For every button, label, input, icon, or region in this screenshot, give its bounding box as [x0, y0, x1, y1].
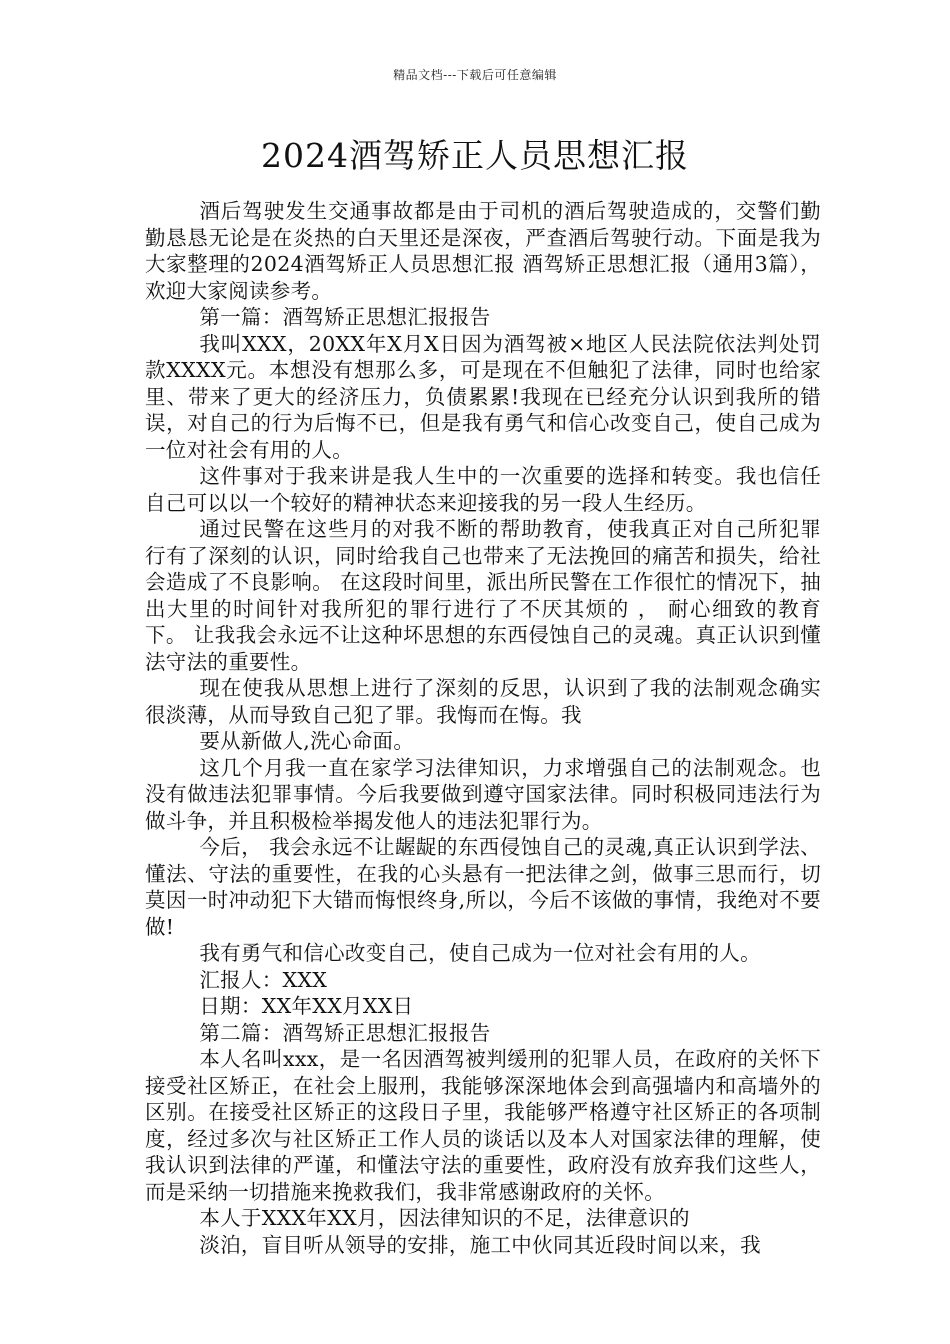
section-heading-1: 第一篇：酒驾矫正思想汇报报告	[199, 305, 491, 329]
paragraph: 现在使我从思想上进行了深刻的反思，认识到了我的法制观念确实很淡薄，从而导致自己犯了罪。我悔而在悔。我	[145, 676, 821, 727]
paragraph-intro: 酒后驾驶发生交通事故都是由于司机的酒后驾驶造成的，交警们勤勤恳恳无论是在炎热的白天里还是深夜，严查酒后驾驶行动。下面是我为大家整理的2024酒驾矫正人员思想汇报 酒驾矫正思想汇报（通用3篇），欢迎大家阅读参考。	[145, 199, 821, 303]
document-title: 2024酒驾矫正人员思想汇报	[261, 136, 689, 175]
paragraph: 这件事对于我来讲是我人生中的一次重要的选择和转变。我也信任自己可以以一个较好的精神状态来迎接我的另一段人生经历。	[145, 464, 821, 515]
paragraph: 本人名叫xxx，是一名因酒驾被判缓刑的犯罪人员，在政府的关怀下接受社区矫正，在社会上服刑，我能够深深地体会到高强墙内和高墙外的区别。在接受社区矫正的这段日子里，我能够严格遵守社区矫正的各项制度，经过多次与社区矫正工作人员的谈话以及本人对国家法律的理解，使我认识到法律的严谨，和懂法守法的重要性，政府没有放弃我们这些人，而是采纳一切措施来挽救我们，我非常感谢政府的关怀。	[145, 1047, 821, 1204]
paragraph: 淡泊，盲目听从领导的安排，施工中伙同其近段时间以来，我	[199, 1232, 761, 1257]
section-heading-2: 第二篇：酒驾矫正思想汇报报告	[199, 1020, 491, 1045]
paragraph: 我叫XXX，20XX年X月X日因为酒驾被×地区人民法院依法判处罚款XXXX元。本想没有想那么多，可是现在不但触犯了法律，同时也给家里、带来了更大的经济压力，负债累累!我现在已经充分认识到我所的错误，对自己的行为后悔不已，但是我有勇气和信心改变自己，使自己成为一位对社会有用的人。	[145, 331, 821, 462]
reporter-line: 汇报人：XXX	[199, 967, 328, 992]
document-body	[145, 198, 821, 1258]
header-note: 精品文档---下载后可任意编辑	[393, 68, 557, 82]
paragraph: 这几个月我一直在家学习法律知识，力求增强自己的法制观念。也没有做违法犯罪事情。今后我要做到遵守国家法律。同时积极同违法行为做斗争，并且积极检举揭发他人的违法犯罪行为。	[145, 755, 821, 833]
paragraph: 今后， 我会永远不让龌龊的东西侵蚀自己的灵魂,真正认识到学法、懂法、守法的重要性，在我的心头悬有一把法律之剑，做事三思而行，切莫因一时冲动犯下大错而悔恨终身,所以，今后不该做的事情，我绝对不要做!	[145, 835, 821, 939]
paragraph: 要从新做人,洗心命面。	[199, 729, 415, 753]
paragraph: 我有勇气和信心改变自己，使自己成为一位对社会有用的人。	[199, 941, 761, 965]
date-line: 日期：XX年XX月XX日	[199, 994, 414, 1018]
paragraph: 本人于XXX年XX月，因法律知识的不足，法律意识的	[199, 1206, 690, 1230]
paragraph: 通过民警在这些月的对我不断的帮助教育，使我真正对自己所犯罪行有了深刻的认识，同时给我自己也带来了无法挽回的痛苦和损失，给社会造成了不良影响。 在这段时间里，派出所民警在工作很忙的情况下，抽出大里的时间针对我所犯的罪行进行了不厌其烦的 ， 耐心细致的教育下。 让我我会永远不让这种坏思想的东西侵蚀自己的灵魂。真正认识到懂法守法的重要性。	[145, 517, 821, 674]
